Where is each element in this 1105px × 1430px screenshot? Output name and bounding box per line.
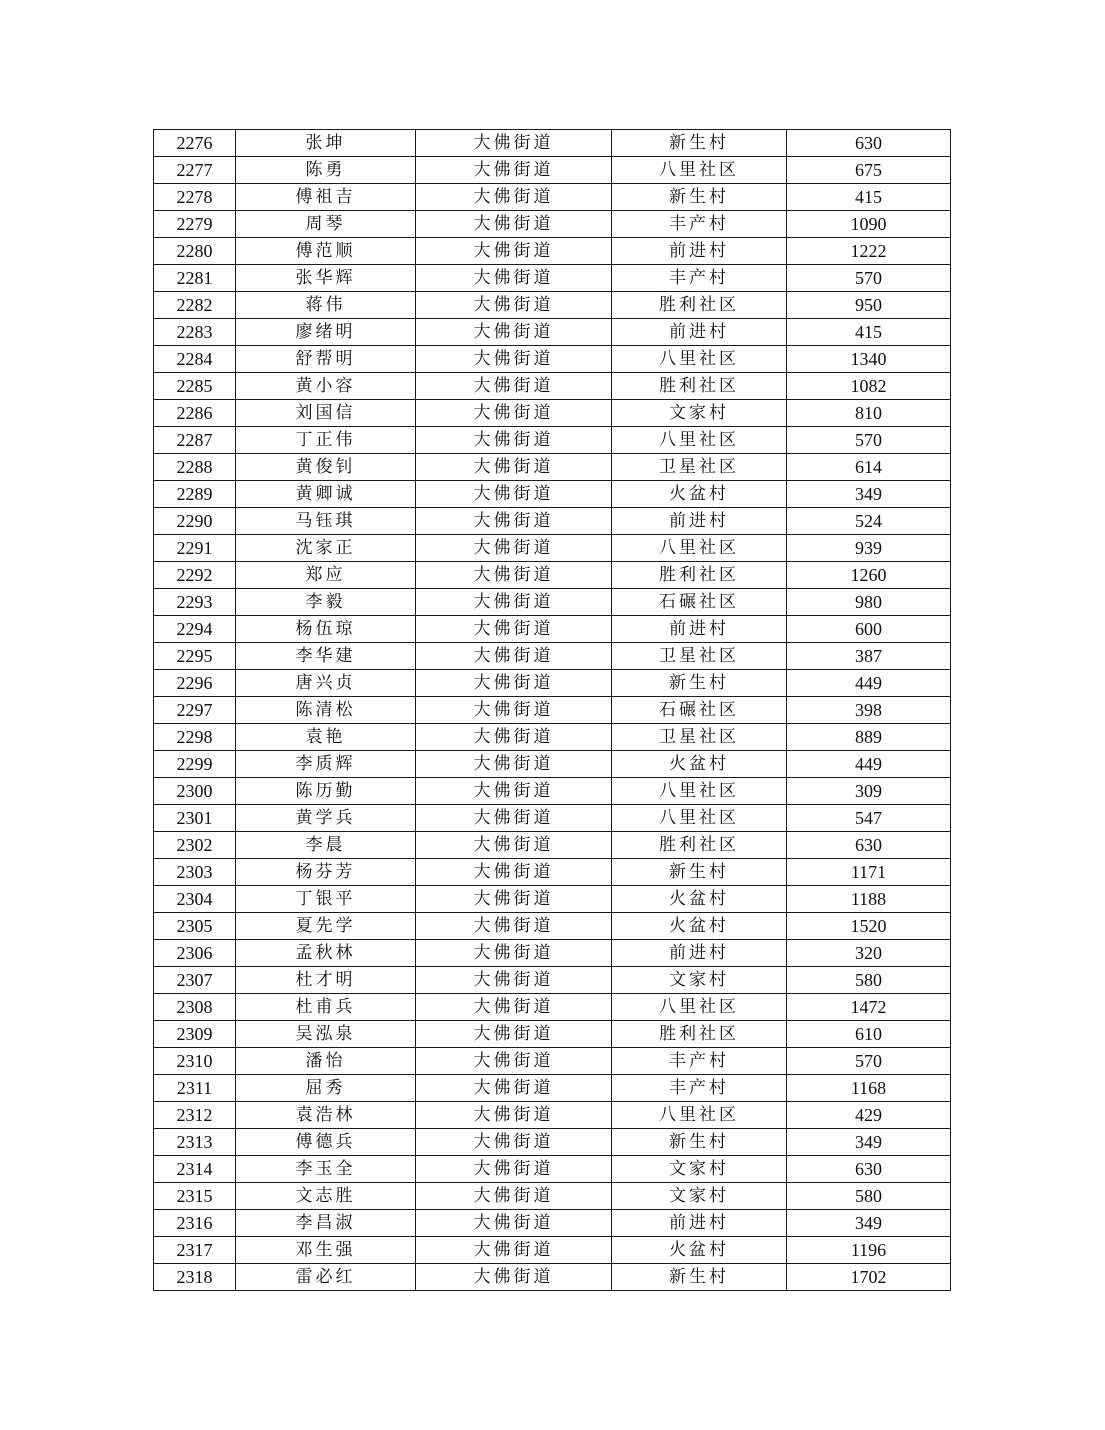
street-cell: 大佛街道 (416, 805, 612, 832)
street-cell: 大佛街道 (416, 1183, 612, 1210)
row-number-cell: 2292 (154, 562, 236, 589)
row-number-cell: 2310 (154, 1048, 236, 1075)
row-number-cell: 2277 (154, 157, 236, 184)
community-cell: 新生村 (612, 1129, 787, 1156)
street-cell: 大佛街道 (416, 562, 612, 589)
table-row (154, 751, 951, 778)
street-cell: 大佛街道 (416, 400, 612, 427)
street-cell: 大佛街道 (416, 238, 612, 265)
amount-cell: 980 (787, 589, 951, 616)
row-number-cell: 2284 (154, 346, 236, 373)
table-row (154, 508, 951, 535)
amount-cell: 1168 (787, 1075, 951, 1102)
name-cell: 吴泓泉 (236, 1021, 416, 1048)
community-cell: 前进村 (612, 1210, 787, 1237)
street-cell: 大佛街道 (416, 508, 612, 535)
table-row (154, 292, 951, 319)
community-cell: 石碾社区 (612, 589, 787, 616)
name-cell: 李毅 (236, 589, 416, 616)
amount-cell: 387 (787, 643, 951, 670)
name-cell: 舒帮明 (236, 346, 416, 373)
row-number-cell: 2309 (154, 1021, 236, 1048)
amount-cell: 1520 (787, 913, 951, 940)
street-cell: 大佛街道 (416, 1102, 612, 1129)
row-number-cell: 2307 (154, 967, 236, 994)
community-cell: 文家村 (612, 1156, 787, 1183)
roster-body (154, 130, 951, 1291)
name-cell: 张华辉 (236, 265, 416, 292)
community-cell: 文家村 (612, 1183, 787, 1210)
amount-cell: 600 (787, 616, 951, 643)
row-number-cell: 2286 (154, 400, 236, 427)
community-cell: 八里社区 (612, 994, 787, 1021)
community-cell: 丰产村 (612, 265, 787, 292)
row-number-cell: 2285 (154, 373, 236, 400)
street-cell: 大佛街道 (416, 211, 612, 238)
community-cell: 石碾社区 (612, 697, 787, 724)
amount-cell: 570 (787, 1048, 951, 1075)
street-cell: 大佛街道 (416, 1048, 612, 1075)
name-cell: 傅德兵 (236, 1129, 416, 1156)
row-number-cell: 2276 (154, 130, 236, 157)
table-row (154, 1156, 951, 1183)
name-cell: 廖绪明 (236, 319, 416, 346)
community-cell: 八里社区 (612, 535, 787, 562)
name-cell: 蒋伟 (236, 292, 416, 319)
community-cell: 八里社区 (612, 1102, 787, 1129)
amount-cell: 675 (787, 157, 951, 184)
amount-cell: 449 (787, 670, 951, 697)
table-row (154, 454, 951, 481)
table-row (154, 913, 951, 940)
table-row (154, 670, 951, 697)
name-cell: 傅祖吉 (236, 184, 416, 211)
community-cell: 文家村 (612, 400, 787, 427)
name-cell: 孟秋林 (236, 940, 416, 967)
row-number-cell: 2283 (154, 319, 236, 346)
community-cell: 新生村 (612, 1264, 787, 1291)
name-cell: 邓生强 (236, 1237, 416, 1264)
street-cell: 大佛街道 (416, 670, 612, 697)
community-cell: 丰产村 (612, 211, 787, 238)
community-cell: 丰产村 (612, 1048, 787, 1075)
table-row (154, 832, 951, 859)
name-cell: 杜才明 (236, 967, 416, 994)
community-cell: 八里社区 (612, 427, 787, 454)
name-cell: 黄俊钊 (236, 454, 416, 481)
amount-cell: 349 (787, 1129, 951, 1156)
amount-cell: 1171 (787, 859, 951, 886)
amount-cell: 524 (787, 508, 951, 535)
table-row (154, 346, 951, 373)
community-cell: 前进村 (612, 319, 787, 346)
table-row (154, 724, 951, 751)
community-cell: 八里社区 (612, 346, 787, 373)
row-number-cell: 2287 (154, 427, 236, 454)
street-cell: 大佛街道 (416, 913, 612, 940)
street-cell: 大佛街道 (416, 346, 612, 373)
row-number-cell: 2303 (154, 859, 236, 886)
name-cell: 陈清松 (236, 697, 416, 724)
table-row (154, 1075, 951, 1102)
name-cell: 周琴 (236, 211, 416, 238)
community-cell: 八里社区 (612, 805, 787, 832)
name-cell: 丁正伟 (236, 427, 416, 454)
community-cell: 胜利社区 (612, 292, 787, 319)
row-number-cell: 2302 (154, 832, 236, 859)
amount-cell: 1188 (787, 886, 951, 913)
name-cell: 袁浩林 (236, 1102, 416, 1129)
street-cell: 大佛街道 (416, 292, 612, 319)
street-cell: 大佛街道 (416, 1210, 612, 1237)
name-cell: 李昌淑 (236, 1210, 416, 1237)
amount-cell: 1472 (787, 994, 951, 1021)
name-cell: 黄学兵 (236, 805, 416, 832)
community-cell: 前进村 (612, 616, 787, 643)
table-row (154, 427, 951, 454)
row-number-cell: 2297 (154, 697, 236, 724)
name-cell: 李晨 (236, 832, 416, 859)
row-number-cell: 2280 (154, 238, 236, 265)
row-number-cell: 2291 (154, 535, 236, 562)
street-cell: 大佛街道 (416, 967, 612, 994)
community-cell: 胜利社区 (612, 832, 787, 859)
table-row (154, 211, 951, 238)
row-number-cell: 2281 (154, 265, 236, 292)
row-number-cell: 2305 (154, 913, 236, 940)
row-number-cell: 2306 (154, 940, 236, 967)
amount-cell: 580 (787, 967, 951, 994)
street-cell: 大佛街道 (416, 184, 612, 211)
amount-cell: 349 (787, 481, 951, 508)
table-row (154, 805, 951, 832)
street-cell: 大佛街道 (416, 1264, 612, 1291)
street-cell: 大佛街道 (416, 589, 612, 616)
row-number-cell: 2295 (154, 643, 236, 670)
table-row (154, 589, 951, 616)
table-row (154, 535, 951, 562)
amount-cell: 349 (787, 1210, 951, 1237)
amount-cell: 449 (787, 751, 951, 778)
name-cell: 杨芬芳 (236, 859, 416, 886)
community-cell: 新生村 (612, 130, 787, 157)
amount-cell: 889 (787, 724, 951, 751)
community-cell: 火盆村 (612, 481, 787, 508)
name-cell: 杜甫兵 (236, 994, 416, 1021)
table-row (154, 859, 951, 886)
street-cell: 大佛街道 (416, 427, 612, 454)
amount-cell: 630 (787, 130, 951, 157)
row-number-cell: 2317 (154, 1237, 236, 1264)
amount-cell: 939 (787, 535, 951, 562)
row-number-cell: 2314 (154, 1156, 236, 1183)
community-cell: 卫星社区 (612, 724, 787, 751)
amount-cell: 570 (787, 427, 951, 454)
name-cell: 陈历勤 (236, 778, 416, 805)
table-row (154, 967, 951, 994)
street-cell: 大佛街道 (416, 616, 612, 643)
community-cell: 前进村 (612, 238, 787, 265)
street-cell: 大佛街道 (416, 1129, 612, 1156)
amount-cell: 429 (787, 1102, 951, 1129)
row-number-cell: 2289 (154, 481, 236, 508)
row-number-cell: 2301 (154, 805, 236, 832)
street-cell: 大佛街道 (416, 535, 612, 562)
table-row (154, 643, 951, 670)
name-cell: 陈勇 (236, 157, 416, 184)
amount-cell: 630 (787, 832, 951, 859)
table-row (154, 616, 951, 643)
name-cell: 丁银平 (236, 886, 416, 913)
row-number-cell: 2318 (154, 1264, 236, 1291)
amount-cell: 1222 (787, 238, 951, 265)
table-row (154, 373, 951, 400)
row-number-cell: 2308 (154, 994, 236, 1021)
roster-table (153, 129, 951, 1291)
name-cell: 刘国信 (236, 400, 416, 427)
table-row (154, 1183, 951, 1210)
amount-cell: 309 (787, 778, 951, 805)
row-number-cell: 2304 (154, 886, 236, 913)
amount-cell: 415 (787, 319, 951, 346)
name-cell: 潘怡 (236, 1048, 416, 1075)
table-row (154, 1021, 951, 1048)
street-cell: 大佛街道 (416, 994, 612, 1021)
row-number-cell: 2299 (154, 751, 236, 778)
row-number-cell: 2312 (154, 1102, 236, 1129)
row-number-cell: 2311 (154, 1075, 236, 1102)
amount-cell: 570 (787, 265, 951, 292)
row-number-cell: 2279 (154, 211, 236, 238)
table-row (154, 157, 951, 184)
community-cell: 火盆村 (612, 913, 787, 940)
community-cell: 新生村 (612, 670, 787, 697)
street-cell: 大佛街道 (416, 724, 612, 751)
name-cell: 唐兴贞 (236, 670, 416, 697)
street-cell: 大佛街道 (416, 454, 612, 481)
row-number-cell: 2300 (154, 778, 236, 805)
table-row (154, 1102, 951, 1129)
community-cell: 火盆村 (612, 751, 787, 778)
street-cell: 大佛街道 (416, 130, 612, 157)
amount-cell: 398 (787, 697, 951, 724)
community-cell: 火盆村 (612, 886, 787, 913)
row-number-cell: 2288 (154, 454, 236, 481)
row-number-cell: 2290 (154, 508, 236, 535)
name-cell: 黄卿诚 (236, 481, 416, 508)
street-cell: 大佛街道 (416, 697, 612, 724)
table-row (154, 697, 951, 724)
name-cell: 雷必红 (236, 1264, 416, 1291)
community-cell: 新生村 (612, 184, 787, 211)
amount-cell: 1702 (787, 1264, 951, 1291)
name-cell: 夏先学 (236, 913, 416, 940)
name-cell: 袁艳 (236, 724, 416, 751)
street-cell: 大佛街道 (416, 319, 612, 346)
table-row (154, 1237, 951, 1264)
street-cell: 大佛街道 (416, 859, 612, 886)
table-row (154, 778, 951, 805)
amount-cell: 415 (787, 184, 951, 211)
row-number-cell: 2296 (154, 670, 236, 697)
community-cell: 胜利社区 (612, 562, 787, 589)
name-cell: 傅范顺 (236, 238, 416, 265)
community-cell: 胜利社区 (612, 373, 787, 400)
name-cell: 杨伍琼 (236, 616, 416, 643)
table-row (154, 400, 951, 427)
row-number-cell: 2278 (154, 184, 236, 211)
row-number-cell: 2313 (154, 1129, 236, 1156)
community-cell: 丰产村 (612, 1075, 787, 1102)
street-cell: 大佛街道 (416, 940, 612, 967)
amount-cell: 1196 (787, 1237, 951, 1264)
row-number-cell: 2298 (154, 724, 236, 751)
name-cell: 文志胜 (236, 1183, 416, 1210)
table-row (154, 184, 951, 211)
table-row (154, 1129, 951, 1156)
community-cell: 胜利社区 (612, 1021, 787, 1048)
name-cell: 马钰琪 (236, 508, 416, 535)
amount-cell: 1340 (787, 346, 951, 373)
amount-cell: 547 (787, 805, 951, 832)
row-number-cell: 2315 (154, 1183, 236, 1210)
name-cell: 李玉全 (236, 1156, 416, 1183)
community-cell: 八里社区 (612, 778, 787, 805)
community-cell: 八里社区 (612, 157, 787, 184)
community-cell: 前进村 (612, 508, 787, 535)
table-row (154, 562, 951, 589)
amount-cell: 1260 (787, 562, 951, 589)
table-row (154, 265, 951, 292)
row-number-cell: 2282 (154, 292, 236, 319)
table-row (154, 481, 951, 508)
name-cell: 李质辉 (236, 751, 416, 778)
amount-cell: 1090 (787, 211, 951, 238)
name-cell: 屈秀 (236, 1075, 416, 1102)
table-row (154, 1264, 951, 1291)
table-row (154, 886, 951, 913)
street-cell: 大佛街道 (416, 886, 612, 913)
street-cell: 大佛街道 (416, 778, 612, 805)
street-cell: 大佛街道 (416, 1075, 612, 1102)
row-number-cell: 2316 (154, 1210, 236, 1237)
amount-cell: 320 (787, 940, 951, 967)
amount-cell: 580 (787, 1183, 951, 1210)
community-cell: 卫星社区 (612, 643, 787, 670)
street-cell: 大佛街道 (416, 1237, 612, 1264)
street-cell: 大佛街道 (416, 1021, 612, 1048)
community-cell: 卫星社区 (612, 454, 787, 481)
name-cell: 李华建 (236, 643, 416, 670)
row-number-cell: 2293 (154, 589, 236, 616)
amount-cell: 950 (787, 292, 951, 319)
table-row (154, 1048, 951, 1075)
table-row (154, 1210, 951, 1237)
street-cell: 大佛街道 (416, 643, 612, 670)
table-row (154, 130, 951, 157)
table-row (154, 940, 951, 967)
table-row (154, 994, 951, 1021)
street-cell: 大佛街道 (416, 265, 612, 292)
name-cell: 黄小容 (236, 373, 416, 400)
street-cell: 大佛街道 (416, 751, 612, 778)
street-cell: 大佛街道 (416, 832, 612, 859)
community-cell: 文家村 (612, 967, 787, 994)
community-cell: 火盆村 (612, 1237, 787, 1264)
street-cell: 大佛街道 (416, 157, 612, 184)
table-row (154, 238, 951, 265)
name-cell: 沈家正 (236, 535, 416, 562)
street-cell: 大佛街道 (416, 1156, 612, 1183)
table-row (154, 319, 951, 346)
row-number-cell: 2294 (154, 616, 236, 643)
amount-cell: 614 (787, 454, 951, 481)
community-cell: 前进村 (612, 940, 787, 967)
amount-cell: 1082 (787, 373, 951, 400)
name-cell: 张坤 (236, 130, 416, 157)
name-cell: 郑应 (236, 562, 416, 589)
amount-cell: 810 (787, 400, 951, 427)
street-cell: 大佛街道 (416, 481, 612, 508)
amount-cell: 610 (787, 1021, 951, 1048)
street-cell: 大佛街道 (416, 373, 612, 400)
amount-cell: 630 (787, 1156, 951, 1183)
community-cell: 新生村 (612, 859, 787, 886)
